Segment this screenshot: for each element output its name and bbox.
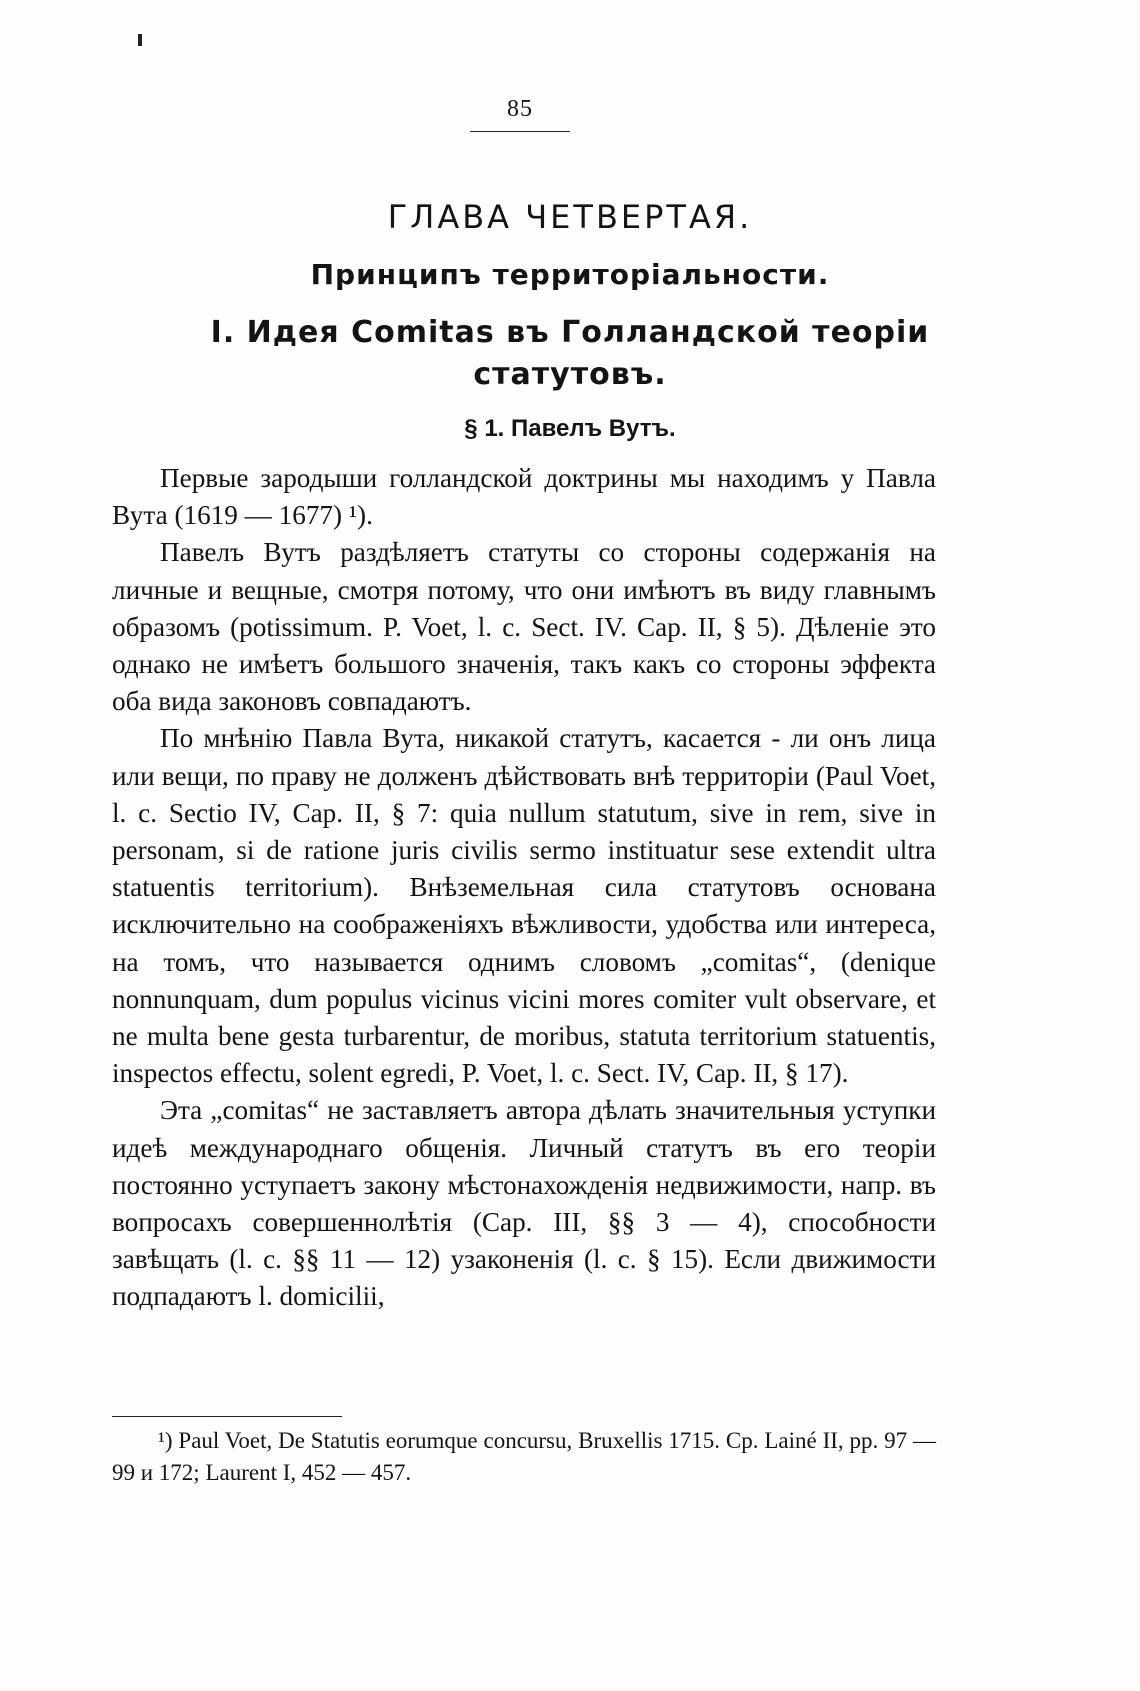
- chapter-title: ГЛАВА ЧЕТВЕРТАЯ.: [387, 198, 753, 236]
- page-number: 85: [507, 96, 533, 122]
- paragraph-3: По мнѣнію Павла Вута, никакой статутъ, касается - ли онъ лица или вещи, по праву не долженъ дѣйствовать внѣ территоріи (Paul Voet, l. c. Sectio IV, Cap. II, § 7: quia nullum statutum, sive in rem, sive in personam, si de ratione juris civilis sermo instituatur sese extendit ultra statuentis territorium). Внѣземельная сила статутовъ основана исключительно на соображеніяхъ вѣжливости, удобства или интереса, на томъ, что называется однимъ словомъ „comitas“, (denique nonnunquam, dum populus vicinus vicini mores comiter vult observare, et ne multa bene gesta turbarentur, de moribus, statuta territorium statuentis, inspectos effectu, solent egredi, P. Voet, l. c. Sect. IV, Cap. II, § 17).: [112, 723, 936, 1089]
- heading-idea: I. Идея Comitas въ Голландской теоріи статутовъ.: [210, 315, 930, 392]
- ink-mark: [138, 34, 142, 46]
- page-number-rule: [470, 131, 570, 132]
- heading-principle: Принципъ территоріальности.: [310, 258, 830, 291]
- paragraph-4: Эта „comitas“ не заставляетъ автора дѣлать значительныя уступки идеѣ международнаго общенія. Личный статутъ въ его теоріи постоянно уступаетъ закону мѣстонахожденія недвижимости, напр. въ вопросахъ совершеннолѣтія (Cap. III, §§ 3 — 4), способности завѣщать (l. c. §§ 11 — 12) узаконенія (l. c. § 15). Если движимости подпадаютъ l. domicilii,: [112, 1095, 936, 1312]
- paragraph-2: Павелъ Вутъ раздѣляетъ статуты со стороны содержанія на личные и вещные, смотря потому, что они имѣютъ въ виду главнымъ образомъ (potissimum. P. Voet, l. c. Sect. IV. Cap. II, § 5). Дѣленіе это однако не имѣетъ большого значенія, такъ какъ со стороны эффекта оба вида законовъ совпадаютъ.: [112, 537, 936, 717]
- heading-section: § 1. Павелъ Вутъ.: [464, 415, 676, 442]
- footnote-rule: [112, 1416, 342, 1417]
- paragraph-1: Первые зародыши голландской доктрины мы находимъ у Павла Вута (1619 — 1677) ¹).: [112, 463, 936, 531]
- footnote: ¹) Paul Voet, De Statutis eorumque concursu, Bruxellis 1715. Cp. Lainé II, pp. 97 — 99 и 172; Laurent I, 452 — 457.: [112, 1428, 936, 1485]
- body-text: [112, 460, 936, 1316]
